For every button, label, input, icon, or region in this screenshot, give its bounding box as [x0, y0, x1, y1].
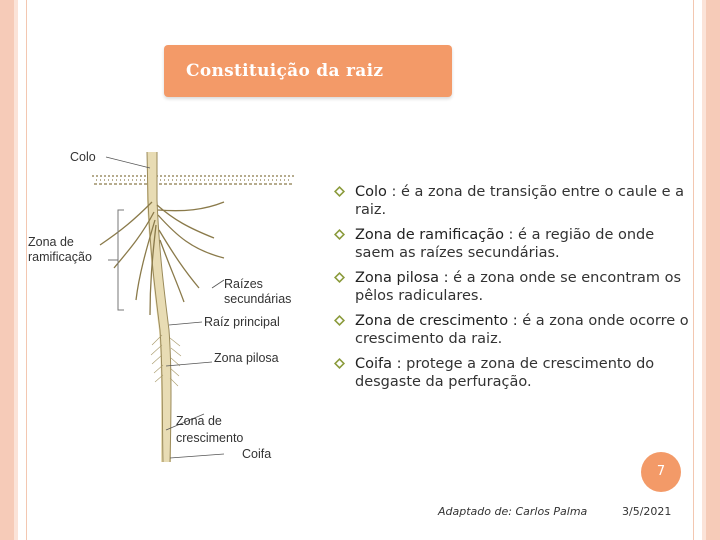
bullet-zona-crescimento — [330, 312, 690, 348]
slide-title: Constituição da raiz — [186, 61, 384, 81]
soil-line — [92, 176, 296, 184]
footer-credit: Adaptado de: Carlos Palma — [438, 505, 588, 518]
diamond-bullet-icon — [334, 186, 345, 197]
label-zona-crescimento-1: Zona de — [176, 414, 222, 428]
bullet-zona-pilosa — [330, 269, 690, 305]
right-border-inner — [702, 0, 706, 540]
diamond-bullet-icon — [334, 315, 345, 326]
label-colo: Colo — [70, 150, 96, 164]
label-raizes-secundarias-2: secundárias — [224, 292, 292, 306]
page-number-badge: 7 — [641, 452, 681, 492]
bullet-term: Zona de ramificação — [355, 227, 504, 243]
bullet-text: é a zona onde ocorre o crescimento da raiz. — [355, 313, 689, 347]
bullet-coifa — [330, 355, 690, 391]
title-box — [164, 45, 452, 97]
bullet-text: protege a zona de crescimento do desgaste da perfuração. — [355, 356, 655, 390]
diamond-bullet-icon — [334, 272, 345, 283]
right-frame-line — [693, 0, 694, 540]
bullet-zona-ramificacao — [330, 226, 690, 262]
bullet-colo — [330, 183, 690, 219]
right-border — [706, 0, 720, 540]
label-zona-crescimento-2: crescimento — [176, 431, 244, 445]
bullet-text: : é a zona de transição entre o caule e a raiz. — [355, 184, 685, 218]
bullet-list — [330, 183, 690, 398]
bracket-ramificacao — [108, 210, 124, 310]
label-zona-ramificacao-2: ramificação — [28, 250, 92, 264]
left-border — [0, 0, 14, 540]
diamond-bullet-icon — [334, 229, 345, 240]
label-zona-pilosa: Zona pilosa — [214, 351, 279, 365]
bullet-text: : é a região de onde saem as raízes secundárias. — [355, 227, 655, 261]
bullet-text: é a zona onde se encontram os pêlos radiculares. — [355, 270, 682, 304]
bullet-term: Coifa : — [355, 356, 402, 372]
label-raizes-secundarias-1: Raízes — [224, 277, 263, 291]
label-coifa: Coifa — [242, 447, 272, 461]
bullet-term: Colo — [355, 184, 387, 200]
root-diagram — [24, 140, 324, 475]
left-border-inner — [14, 0, 18, 540]
label-zona-ramificacao-1: Zona de — [28, 235, 74, 249]
bullet-term: Zona de crescimento : — [355, 313, 518, 329]
bullet-term: Zona pilosa : — [355, 270, 449, 286]
label-raiz-principal: Raíz principal — [204, 315, 280, 329]
diamond-bullet-icon — [334, 358, 345, 369]
root-illustration — [24, 140, 324, 475]
footer-date: 3/5/2021 — [622, 505, 672, 518]
